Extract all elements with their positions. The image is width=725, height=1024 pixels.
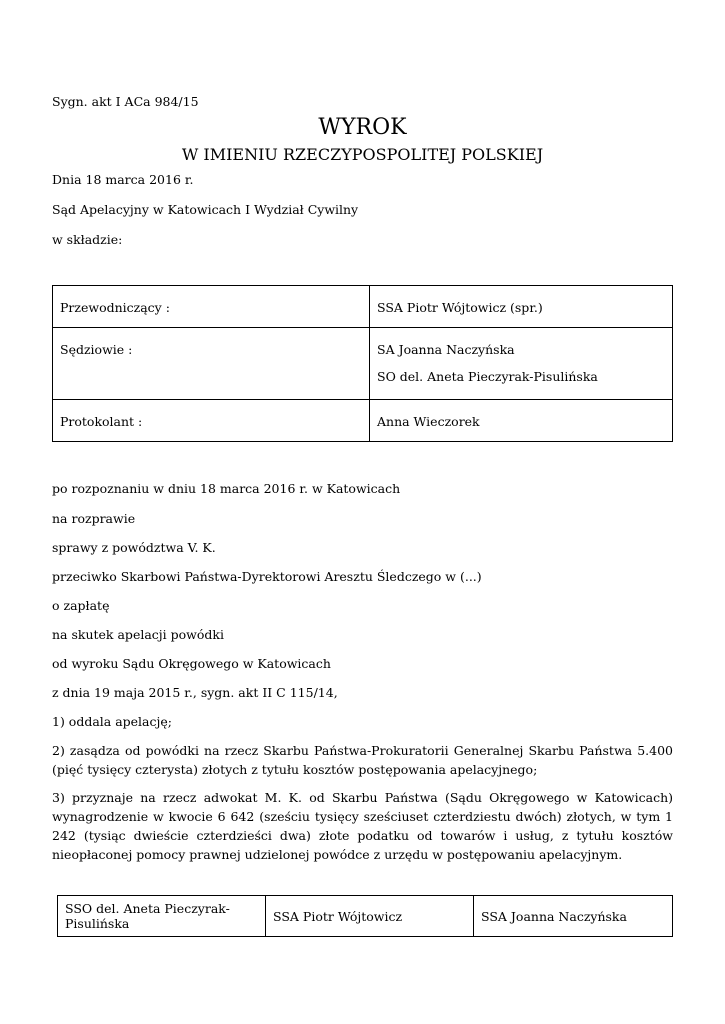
body-line-appeal: na skutek apelacji powódki <box>52 627 224 642</box>
document-subtitle: W IMIENIU RZECZYPOSPOLITEJ POLSKIEJ <box>181 145 544 164</box>
body-line-hearing: po rozpoznaniu w dniu 18 marca 2016 r. w Katowicach <box>52 481 401 496</box>
signatures-table <box>57 895 673 937</box>
ruling-point-1: 1) oddala apelację; <box>52 714 172 729</box>
body-line-plaintiff: sprawy z powództwa V. K. <box>52 540 216 555</box>
presiding-name: SSA Piotr Wójtowicz (spr.) <box>370 286 673 328</box>
signature-judge-2: SSA Piotr Wójtowicz <box>266 896 474 937</box>
signature-judge-1: SSO del. Aneta Pieczyrak-Pisulińska <box>58 896 266 937</box>
body-line-lower-court-date: z dnia 19 maja 2015 r., sygn. akt II C 115/14, <box>52 685 338 700</box>
body-line-lower-court: od wyroku Sądu Okręgowego w Katowicach <box>52 656 331 671</box>
body-line-trial: na rozprawie <box>52 511 136 526</box>
ruling-point-3: 3) przyznaje na rzecz adwokat M. K. od Skarbu Państwa (Sądu Okręgowego w Katowicach) wynagrodzenie w kwocie 6 642 (sześciu tysięcy sześciuset czterdziestu dwóch) złotych, w tym 1 242 (tysiąc dwieście czterdzieści dwa) złote podatku od towarów i usług, z tytułu kosztów nieopłaconej pomocy prawnej udzielonej powódce z urzędu w postępowaniu apelacyjnym. <box>52 790 673 862</box>
clerk-label: Protokolant : <box>53 400 370 442</box>
presiding-label: Przewodniczący : <box>53 286 370 328</box>
signatures-row <box>58 896 673 937</box>
panel-row-judges <box>53 328 673 400</box>
judges-names <box>370 328 673 400</box>
judges-label: Sędziowie : <box>53 328 370 400</box>
body-line-defendant: przeciwko Skarbowi Państwa-Dyrektorowi Aresztu Śledczego w (...) <box>52 569 482 584</box>
ruling-point-2: 2) zasądza od powódki na rzecz Skarbu Państwa-Prokuratorii Generalnej Skarbu Państwa 5.400 (pięć tysięcy czterysta) złotych z tytułu kosztów postępowania apelacyjnego; <box>52 743 673 777</box>
case-signature: Sygn. akt I ACa 984/15 <box>52 94 199 109</box>
judgment-date: Dnia 18 marca 2016 r. <box>52 172 194 187</box>
clerk-name: Anna Wieczorek <box>370 400 673 442</box>
panel-row-clerk <box>53 400 673 442</box>
document-title: WYROK <box>318 115 407 140</box>
judge-2-name: SO del. Aneta Pieczyrak-Pisulińska <box>377 369 598 384</box>
court-panel-table <box>52 285 673 442</box>
body-line-subject: o zapłatę <box>52 598 110 613</box>
signature-judge-3: SSA Joanna Naczyńska <box>474 896 673 937</box>
court-name: Sąd Apelacyjny w Katowicach I Wydział Cywilny <box>52 202 359 217</box>
composition-label: w składzie: <box>52 232 123 247</box>
judge-1-name: SA Joanna Naczyńska <box>377 342 515 357</box>
panel-row-presiding <box>53 286 673 328</box>
